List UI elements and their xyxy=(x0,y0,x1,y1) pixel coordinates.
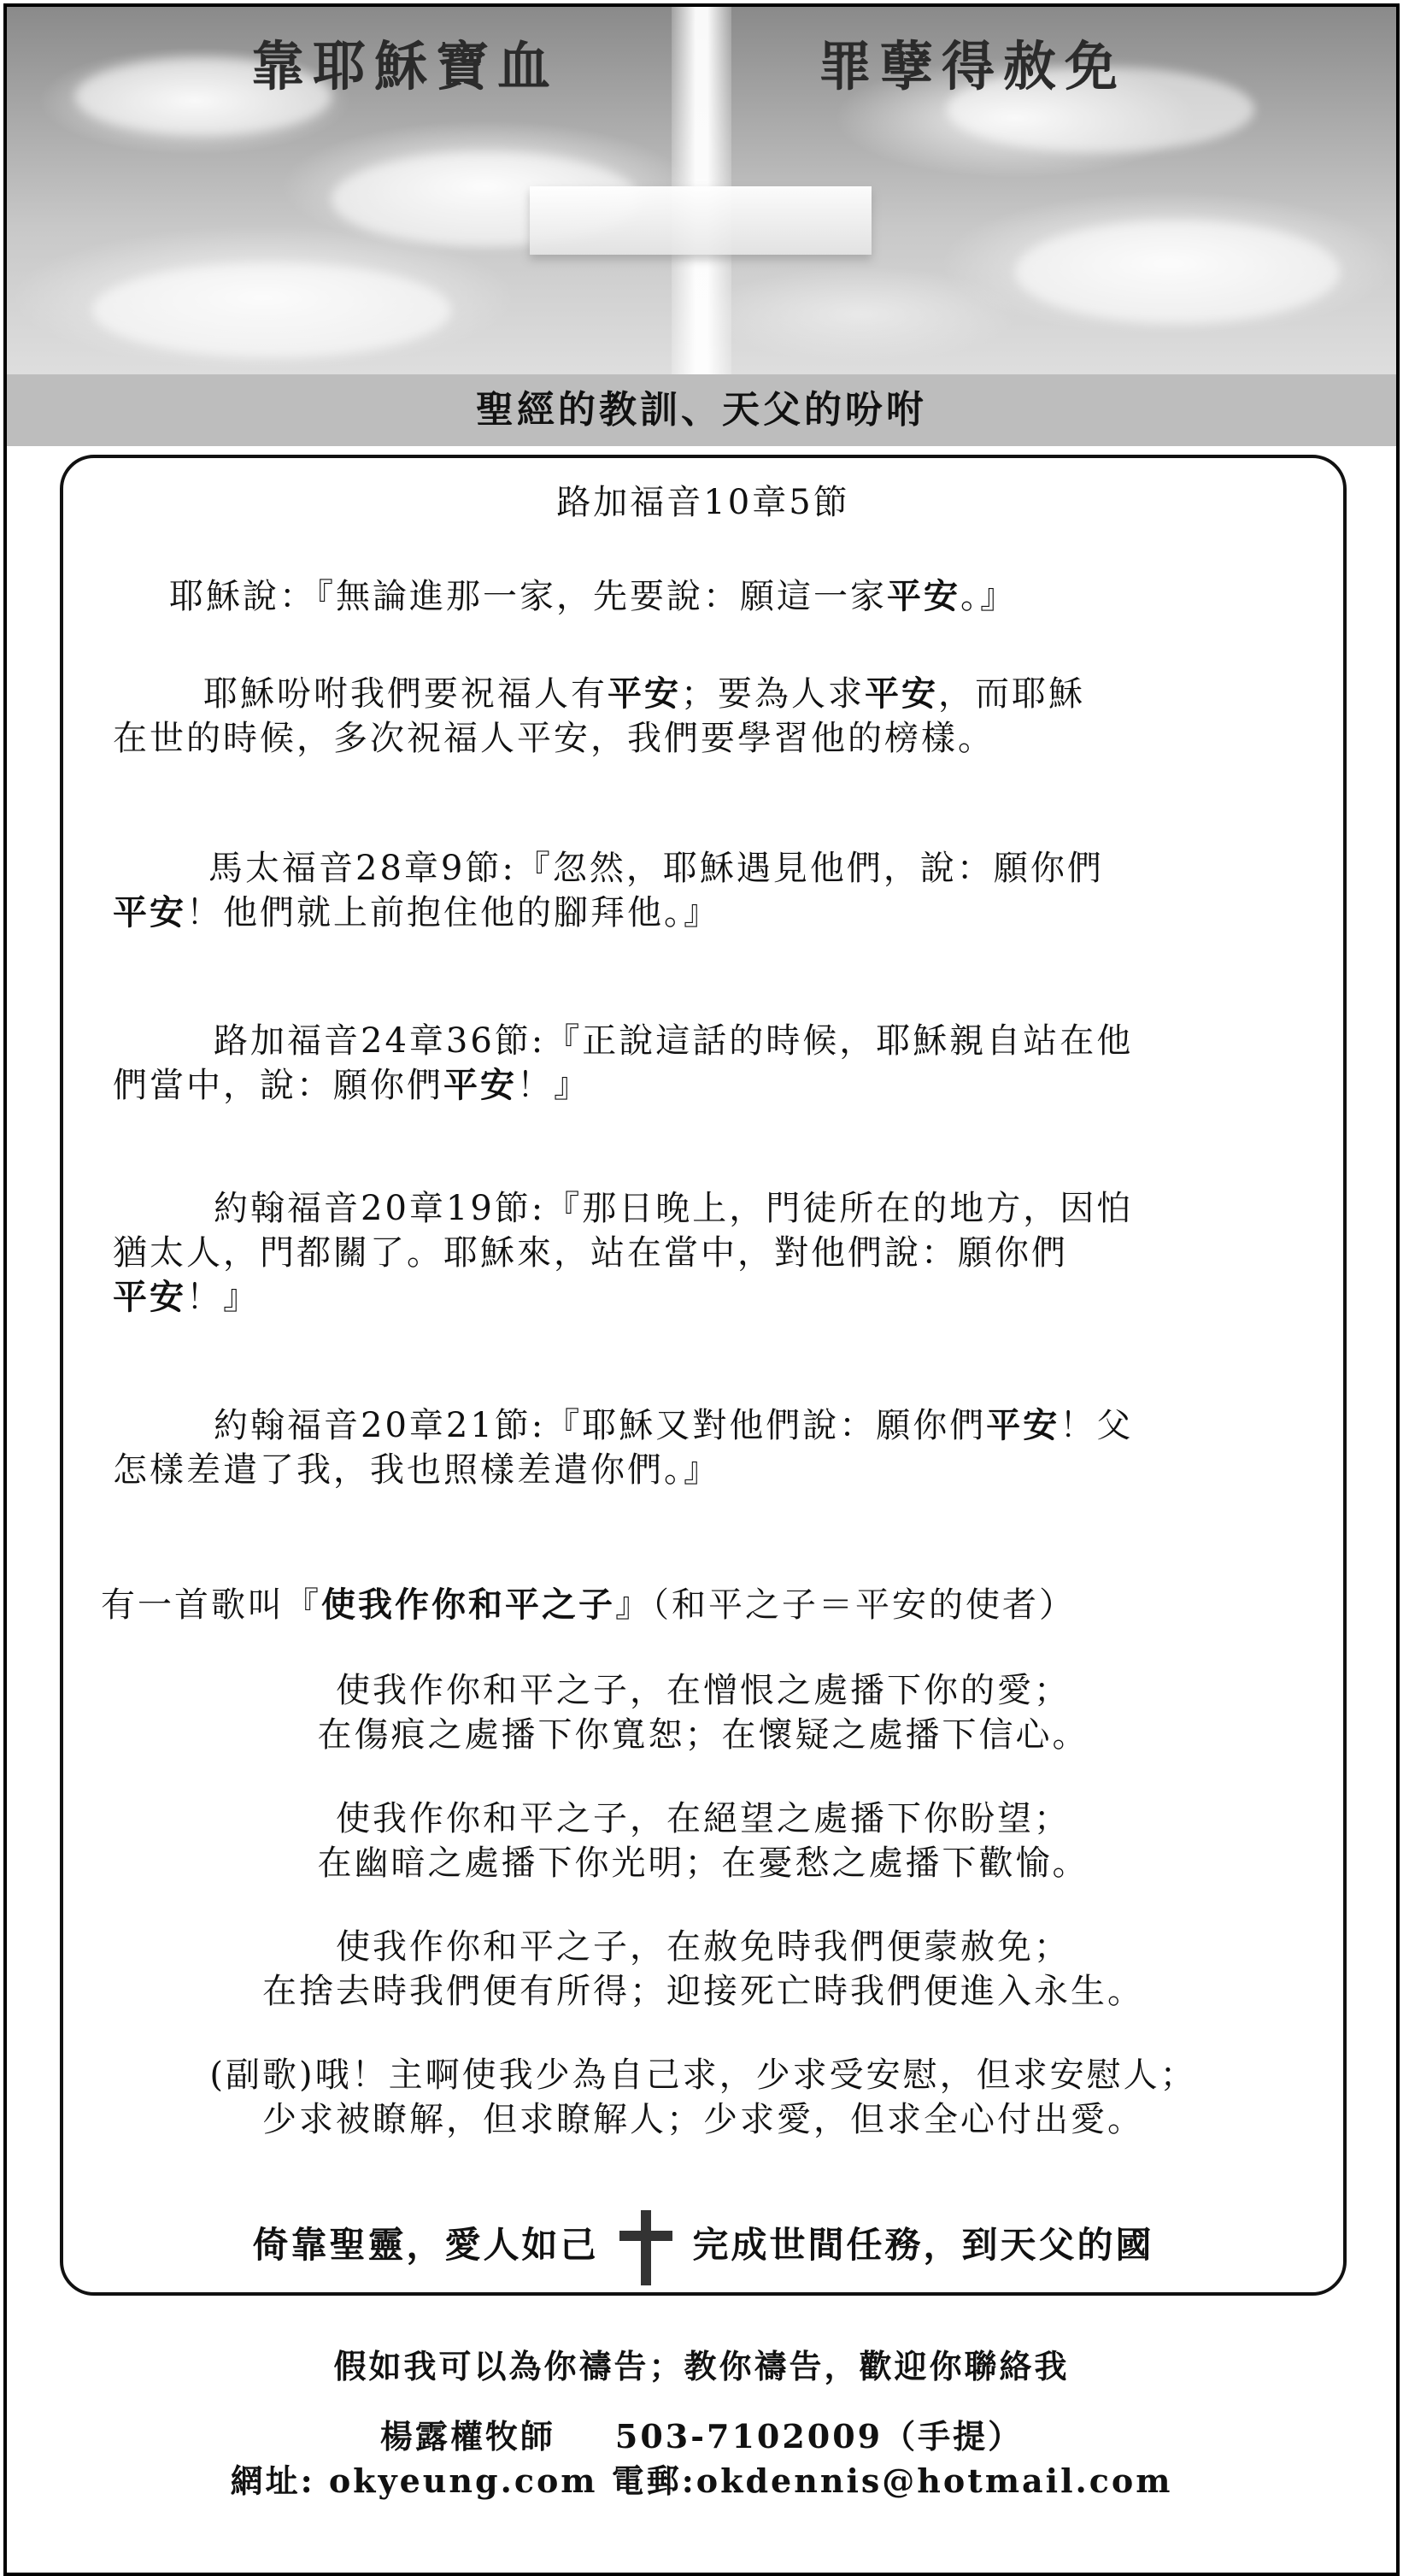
motto-left: 倚靠聖靈，愛人如己 xyxy=(252,2224,599,2266)
song-chorus-line2: 少求被瞭解，但求瞭解人；少求愛，但求全心付出愛。 xyxy=(262,2100,1144,2139)
verse-text: ！』 xyxy=(517,1066,590,1105)
prayer-offer: 假如我可以為你禱告；教你禱告，歡迎你聯絡我 xyxy=(333,2347,1070,2385)
emphasis-peace: 平安 xyxy=(113,892,186,932)
luke24-line2 xyxy=(113,1058,590,1107)
emphasis-peace: 平安 xyxy=(865,673,938,714)
song-verse2-line1: 使我作你和平之子，在絕望之處播下你盼望； xyxy=(336,1799,1071,1838)
matthew-line1: 馬太福音28章9節:『忽然，耶穌遇見他們，說：願你們 xyxy=(208,849,1104,888)
verse-text: ！』 xyxy=(186,1278,260,1317)
quote-text: 耶穌說：『無論進那一家，先要說：願這一家 xyxy=(169,577,887,616)
emphasis-peace: 平安 xyxy=(986,1405,1060,1445)
verse-text: ！他們就上前抱住他的腳拜他。』 xyxy=(186,893,720,932)
header-banner xyxy=(7,7,1396,374)
john19-line1: 約翰福音20章19節:『那日晚上，門徒所在的地方，因怕 xyxy=(214,1189,1134,1228)
john19-line2: 猶太人，門都關了。耶穌來，站在當中，對他們說：願你們 xyxy=(113,1233,1068,1273)
emphasis-peace: 平安 xyxy=(887,576,960,616)
verse-text: ！父 xyxy=(1060,1406,1134,1445)
motto xyxy=(63,2210,1343,2285)
song-verse1-line1: 使我作你和平之子，在憎恨之處播下你的愛； xyxy=(336,1671,1071,1710)
john21-line2: 怎樣差遣了我，我也照樣差遣你們。』 xyxy=(113,1450,720,1490)
matthew-line2 xyxy=(113,885,720,934)
website-link[interactable]: okyeung.com xyxy=(328,2461,598,2500)
emphasis-peace: 平安 xyxy=(113,1277,186,1317)
song-intro xyxy=(101,1578,1076,1626)
cloud-shape xyxy=(92,263,451,357)
phone-number: 503-7102009（手提） xyxy=(614,2417,1024,2455)
john21-line1 xyxy=(214,1398,1133,1447)
banner-title-left: 靠耶穌寶血 xyxy=(251,35,560,97)
verse-text: 約翰福音20章21節:『耶穌又對他們說：願你們 xyxy=(214,1406,987,1445)
cross-icon-arm xyxy=(530,186,872,255)
luke24-line1: 路加福音24章36節:『正說這話的時候，耶穌親自站在他 xyxy=(214,1021,1134,1061)
verse-text: 們當中，說：願你們 xyxy=(113,1066,443,1105)
paragraph-1-line1 xyxy=(203,667,1085,715)
song-verse3-line2: 在捨去時我們便有所得；迎接死亡時我們便進入永生。 xyxy=(262,1972,1144,2011)
para-text: ，而耶穌 xyxy=(938,674,1085,714)
paragraph-1-line2: 在世的時候，多次祝福人平安，我們要學習他的榜樣。 xyxy=(113,719,995,758)
quote-text: 。』 xyxy=(960,577,1017,616)
email-link[interactable]: okdennis@hotmail.com xyxy=(696,2461,1173,2500)
para-text: ；要為人求 xyxy=(681,674,865,714)
banner-title-right: 罪孽得赦免 xyxy=(819,35,1127,97)
song-verse1-line2: 在傷痕之處播下你寬恕；在懷疑之處播下信心。 xyxy=(317,1715,1089,1755)
email-label: 電郵: xyxy=(611,2461,696,2500)
song-verse3-line1: 使我作你和平之子，在赦免時我們便蒙赦免； xyxy=(336,1927,1071,1967)
emphasis-peace: 平安 xyxy=(608,673,681,714)
motto-right: 完成世間任務，到天父的國 xyxy=(692,2224,1154,2266)
para-text: 耶穌吩咐我們要祝福人有 xyxy=(203,674,608,714)
song-intro-text: 有一首歌叫『 xyxy=(101,1585,321,1625)
song-title: 使我作你和平之子 xyxy=(321,1585,615,1625)
scripture-box xyxy=(60,455,1347,2296)
john19-line3 xyxy=(113,1270,260,1319)
website-label: 網址: xyxy=(230,2461,315,2500)
pastor-name: 楊露權牧師 xyxy=(379,2417,555,2455)
small-cross-icon xyxy=(619,2210,672,2285)
emphasis-peace: 平安 xyxy=(443,1065,517,1105)
quote-luke10 xyxy=(169,569,1017,618)
subheading: 聖經的教訓、天父的吩咐 xyxy=(7,374,1396,446)
reference-luke10: 路加福音10章5節 xyxy=(556,483,850,522)
web-contact-line xyxy=(7,2455,1396,2502)
cloud-shape xyxy=(1015,221,1340,323)
song-intro-text: 』（和平之子＝平安的使者） xyxy=(615,1585,1076,1625)
song-chorus-line1: (副歌)哦！主啊使我少為自己求，少求受安慰，但求安慰人； xyxy=(209,2056,1197,2095)
song-verse2-line2: 在幽暗之處播下你光明；在憂愁之處播下歡愉。 xyxy=(317,1844,1089,1883)
contact-line xyxy=(7,2410,1396,2457)
